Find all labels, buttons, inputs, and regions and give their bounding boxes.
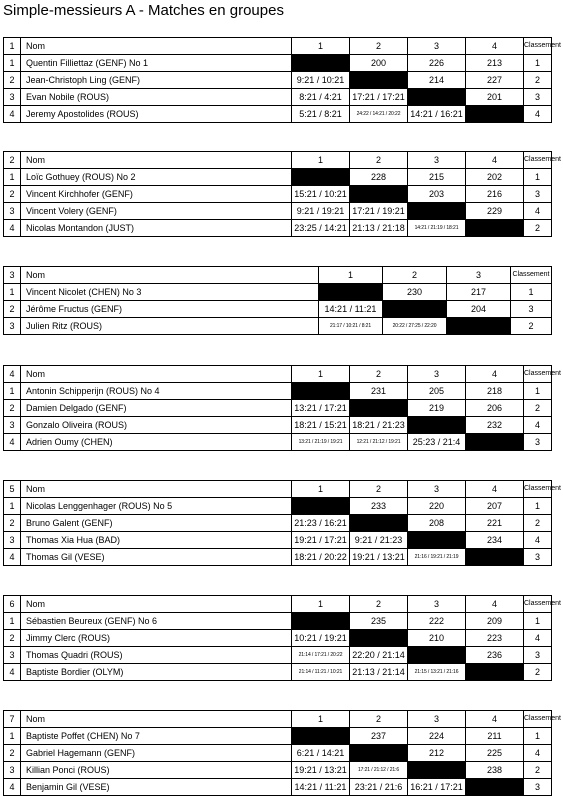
match-result: 14:21 / 11:21 [319,301,383,318]
match-result: 219 [408,400,466,417]
player-rank: 2 [524,664,552,681]
match-result: 16:21 / 17:21 [408,779,466,796]
match-result: 21:14 / 17:21 / 20:22 [292,647,350,664]
match-result: 21:17 / 10:21 / 8:21 [319,318,383,335]
player-rank: 1 [524,169,552,186]
self-match-cell [292,169,350,186]
group-number: 3 [4,267,21,284]
player-name: Sébastien Beureux (GENF) No 6 [21,613,292,630]
self-match-cell [350,745,408,762]
row-position: 3 [4,318,21,335]
player-name: Adrien Oumy (CHEN) [21,434,292,451]
column-header-opponent: 1 [292,711,350,728]
column-header-opponent: 1 [292,152,350,169]
table-row [4,647,552,664]
column-header-rank: Classement [524,481,552,498]
self-match-cell [408,89,466,106]
match-result: 19:21 / 17:21 [292,532,350,549]
group-number: 6 [4,596,21,613]
player-name: Benjamin Gil (VESE) [21,779,292,796]
table-header-row [4,481,552,498]
player-name: Thomas Quadri (ROUS) [21,647,292,664]
row-position: 3 [4,762,21,779]
column-header-name: Nom [21,38,292,55]
self-match-cell [466,106,524,123]
self-match-cell [292,55,350,72]
table-row [4,203,552,220]
column-header-name: Nom [21,711,292,728]
row-position: 4 [4,106,21,123]
match-result: 207 [466,498,524,515]
player-name: Jimmy Clerc (ROUS) [21,630,292,647]
column-header-opponent: 1 [292,596,350,613]
match-result: 215 [408,169,466,186]
column-header-opponent: 2 [350,366,408,383]
table-row [4,220,552,237]
player-name: Nicolas Lenggenhager (ROUS) No 5 [21,498,292,515]
match-result: 24:22 / 14:21 / 20:22 [350,106,408,123]
player-rank: 3 [524,434,552,451]
row-position: 3 [4,417,21,434]
column-header-name: Nom [21,481,292,498]
row-position: 1 [4,498,21,515]
player-name: Baptiste Bordier (OLYM) [21,664,292,681]
table-row [4,301,552,318]
row-position: 3 [4,89,21,106]
table-row [4,106,552,123]
self-match-cell [466,549,524,566]
table-row [4,745,552,762]
table-row [4,664,552,681]
table-row [4,55,552,72]
match-result: 17:21 / 17:21 [350,89,408,106]
self-match-cell [350,186,408,203]
table-row [4,630,552,647]
match-result: 23:25 / 14:21 [292,220,350,237]
player-rank: 3 [524,549,552,566]
match-result: 206 [466,400,524,417]
match-result: 231 [350,383,408,400]
player-name: Loïc Gothuey (ROUS) No 2 [21,169,292,186]
player-name: Gonzalo Oliveira (ROUS) [21,417,292,434]
row-position: 1 [4,284,21,301]
match-result: 8:21 / 4:21 [292,89,350,106]
player-rank: 3 [524,186,552,203]
group-table-7 [3,710,561,796]
match-result: 18:21 / 21:23 [350,417,408,434]
match-result: 237 [350,728,408,745]
table-row [4,613,552,630]
player-rank: 2 [524,72,552,89]
player-rank: 1 [524,55,552,72]
column-header-rank: Classement [524,596,552,613]
row-position: 2 [4,745,21,762]
column-header-rank: Classement [511,267,552,284]
match-result: 200 [350,55,408,72]
match-result: 202 [466,169,524,186]
row-position: 2 [4,400,21,417]
self-match-cell [408,762,466,779]
self-match-cell [350,630,408,647]
table-row [4,762,552,779]
group-number: 2 [4,152,21,169]
column-header-opponent: 3 [408,152,466,169]
match-result: 203 [408,186,466,203]
self-match-cell [350,72,408,89]
row-position: 1 [4,728,21,745]
match-result: 205 [408,383,466,400]
player-name: Bruno Galent (GENF) [21,515,292,532]
row-position: 2 [4,301,21,318]
group-number: 4 [4,366,21,383]
self-match-cell [350,515,408,532]
table-row [4,284,552,301]
table-row [4,532,552,549]
group-number: 5 [4,481,21,498]
player-name: Antonin Schipperijn (ROUS) No 4 [21,383,292,400]
row-position: 2 [4,72,21,89]
column-header-opponent: 4 [466,152,524,169]
match-result: 238 [466,762,524,779]
table-header-row [4,711,552,728]
table-row [4,728,552,745]
table-header-row [4,366,552,383]
self-match-cell [408,532,466,549]
player-rank: 1 [524,383,552,400]
player-rank: 3 [524,779,552,796]
column-header-opponent: 3 [408,596,466,613]
self-match-cell [292,498,350,515]
row-position: 1 [4,55,21,72]
column-header-opponent: 2 [350,596,408,613]
column-header-opponent: 4 [466,38,524,55]
column-header-opponent: 3 [408,711,466,728]
match-result: 25:23 / 21:4 [408,434,466,451]
player-name: Baptiste Poffet (CHEN) No 7 [21,728,292,745]
table-row [4,383,552,400]
match-result: 21:13 / 21:14 [350,664,408,681]
column-header-name: Nom [21,366,292,383]
player-rank: 2 [524,515,552,532]
self-match-cell [350,400,408,417]
player-rank: 4 [524,417,552,434]
match-result: 6:21 / 14:21 [292,745,350,762]
column-header-opponent: 4 [466,711,524,728]
column-header-opponent: 1 [292,38,350,55]
player-name: Thomas Gil (VESE) [21,549,292,566]
group-number: 1 [4,38,21,55]
self-match-cell [466,434,524,451]
group-table-1 [3,37,561,123]
match-result: 217 [447,284,511,301]
self-match-cell [466,220,524,237]
match-result: 9:21 / 21:23 [350,532,408,549]
column-header-opponent: 2 [383,267,447,284]
match-result: 9:21 / 10:21 [292,72,350,89]
row-position: 4 [4,779,21,796]
match-result: 227 [466,72,524,89]
player-name: Gabriel Hagemann (GENF) [21,745,292,762]
player-name: Jean-Christoph Ling (GENF) [21,72,292,89]
player-rank: 1 [511,284,552,301]
row-position: 2 [4,515,21,532]
self-match-cell [383,301,447,318]
player-name: Nicolas Montandon (JUST) [21,220,292,237]
player-name: Jérôme Fructus (GENF) [21,301,319,318]
match-result: 20:22 / 27:25 / 22:20 [383,318,447,335]
column-header-opponent: 3 [447,267,511,284]
player-rank: 4 [524,532,552,549]
player-rank: 1 [524,728,552,745]
player-rank: 4 [524,106,552,123]
self-match-cell [408,647,466,664]
column-header-opponent: 2 [350,711,408,728]
match-result: 21:16 / 19:21 / 21:19 [408,549,466,566]
match-result: 226 [408,55,466,72]
column-header-opponent: 2 [350,481,408,498]
player-name: Damien Delgado (GENF) [21,400,292,417]
match-result: 223 [466,630,524,647]
group-table-3 [3,266,552,335]
column-header-opponent: 3 [408,38,466,55]
player-rank: 3 [524,89,552,106]
player-rank: 3 [511,301,552,318]
match-result: 22:20 / 21:14 [350,647,408,664]
column-header-opponent: 3 [408,481,466,498]
column-header-opponent: 3 [408,366,466,383]
player-rank: 2 [524,400,552,417]
match-result: 216 [466,186,524,203]
player-name: Quentin Filliettaz (GENF) No 1 [21,55,292,72]
column-header-name: Nom [21,596,292,613]
row-position: 3 [4,203,21,220]
row-position: 4 [4,664,21,681]
table-row [4,318,552,335]
row-position: 3 [4,647,21,664]
player-name: Jeremy Apostolides (ROUS) [21,106,292,123]
match-result: 208 [408,515,466,532]
match-result: 12:21 / 21:12 / 19:21 [350,434,408,451]
self-match-cell [408,417,466,434]
match-result: 236 [466,647,524,664]
match-result: 10:21 / 19:21 [292,630,350,647]
table-row [4,400,552,417]
player-rank: 1 [524,498,552,515]
match-result: 14:21 / 21:19 / 18:21 [408,220,466,237]
match-result: 224 [408,728,466,745]
column-header-opponent: 2 [350,38,408,55]
match-result: 233 [350,498,408,515]
player-rank: 2 [524,762,552,779]
match-result: 18:21 / 15:21 [292,417,350,434]
match-result: 23:21 / 21:6 [350,779,408,796]
self-match-cell [408,203,466,220]
match-result: 19:21 / 13:21 [350,549,408,566]
match-result: 18:21 / 20:22 [292,549,350,566]
player-name: Vincent Kirchhofer (GENF) [21,186,292,203]
match-result: 220 [408,498,466,515]
match-result: 14:21 / 11:21 [292,779,350,796]
player-name: Vincent Volery (GENF) [21,203,292,220]
match-result: 21:13 / 21:18 [350,220,408,237]
match-result: 229 [466,203,524,220]
match-result: 213 [466,55,524,72]
player-rank: 4 [524,203,552,220]
page-title: Simple-messieurs A - Matches en groupes [3,2,284,19]
match-result: 228 [350,169,408,186]
row-position: 3 [4,532,21,549]
match-result: 13:21 / 17:21 [292,400,350,417]
table-row [4,498,552,515]
column-header-rank: Classement [524,38,552,55]
table-row [4,549,552,566]
table-header-row [4,152,552,169]
self-match-cell [466,779,524,796]
column-header-opponent: 1 [292,366,350,383]
table-row [4,417,552,434]
table-header-row [4,267,552,284]
match-result: 19:21 / 13:21 [292,762,350,779]
match-result: 221 [466,515,524,532]
player-name: Vincent Nicolet (CHEN) No 3 [21,284,319,301]
match-result: 210 [408,630,466,647]
self-match-cell [319,284,383,301]
player-rank: 4 [524,630,552,647]
row-position: 1 [4,169,21,186]
row-position: 4 [4,220,21,237]
self-match-cell [447,318,511,335]
column-header-opponent: 4 [466,481,524,498]
group-number: 7 [4,711,21,728]
column-header-name: Nom [21,152,292,169]
column-header-opponent: 4 [466,596,524,613]
row-position: 2 [4,630,21,647]
player-name: Killian Ponci (ROUS) [21,762,292,779]
table-header-row [4,38,552,55]
match-result: 209 [466,613,524,630]
match-result: 17:21 / 21:12 / 21:6 [350,762,408,779]
self-match-cell [292,383,350,400]
match-result: 21:23 / 16:21 [292,515,350,532]
match-result: 15:21 / 10:21 [292,186,350,203]
column-header-opponent: 1 [292,481,350,498]
row-position: 2 [4,186,21,203]
column-header-rank: Classement [524,152,552,169]
table-row [4,779,552,796]
match-result: 235 [350,613,408,630]
table-row [4,72,552,89]
match-result: 21:14 / 11:21 / 10:21 [292,664,350,681]
group-table-5 [3,480,561,566]
match-result: 232 [466,417,524,434]
match-result: 13:21 / 21:19 / 19:21 [292,434,350,451]
self-match-cell [292,728,350,745]
match-result: 234 [466,532,524,549]
player-rank: 2 [524,220,552,237]
table-row [4,434,552,451]
row-position: 4 [4,549,21,566]
row-position: 4 [4,434,21,451]
match-result: 212 [408,745,466,762]
group-table-6 [3,595,561,681]
match-result: 214 [408,72,466,89]
player-rank: 4 [524,745,552,762]
match-result: 222 [408,613,466,630]
row-position: 1 [4,613,21,630]
match-result: 21:15 / 13:21 / 21:16 [408,664,466,681]
match-result: 225 [466,745,524,762]
column-header-opponent: 1 [319,267,383,284]
player-rank: 1 [524,613,552,630]
column-header-name: Nom [21,267,319,284]
table-row [4,515,552,532]
self-match-cell [292,613,350,630]
group-table-4 [3,365,561,451]
player-name: Julien Ritz (ROUS) [21,318,319,335]
match-result: 14:21 / 16:21 [408,106,466,123]
match-result: 201 [466,89,524,106]
player-rank: 2 [511,318,552,335]
row-position: 1 [4,383,21,400]
match-result: 17:21 / 19:21 [350,203,408,220]
self-match-cell [466,664,524,681]
group-table-2 [3,151,561,237]
column-header-rank: Classement [524,366,552,383]
match-result: 9:21 / 19:21 [292,203,350,220]
column-header-rank: Classement [524,711,552,728]
table-row [4,89,552,106]
match-result: 230 [383,284,447,301]
match-result: 204 [447,301,511,318]
player-name: Evan Nobile (ROUS) [21,89,292,106]
table-row [4,169,552,186]
column-header-opponent: 2 [350,152,408,169]
player-name: Thomas Xia Hua (BAD) [21,532,292,549]
match-result: 211 [466,728,524,745]
table-row [4,186,552,203]
column-header-opponent: 4 [466,366,524,383]
table-header-row [4,596,552,613]
match-result: 5:21 / 8:21 [292,106,350,123]
match-result: 218 [466,383,524,400]
player-rank: 3 [524,647,552,664]
